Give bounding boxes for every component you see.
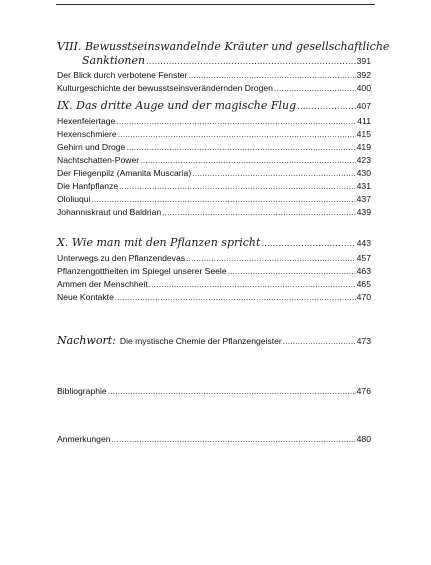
leader-dots [186, 253, 356, 265]
entry-title: Neue Kontakte [57, 292, 114, 302]
page-number: 476 [356, 386, 371, 396]
page-number: 457 [356, 253, 371, 263]
toc-entry[interactable] [57, 278, 371, 290]
entry-title: Ammen der Menschheit [57, 279, 148, 289]
leader-dots [108, 386, 356, 398]
entry-title: Bibliographie [57, 386, 107, 396]
toc-entry[interactable] [57, 206, 371, 218]
chapter-9-heading[interactable] [57, 99, 371, 114]
leader-dots [140, 155, 355, 167]
entry-title: Die mystische Chemie der Pflanzengeister [119, 336, 282, 346]
page-number: 400 [356, 83, 371, 93]
entry-title: Pflanzengottheiten im Spiegel unserer Seele [57, 266, 227, 276]
page-number: 437 [356, 194, 371, 204]
chapter-10-heading[interactable] [57, 236, 371, 251]
entry-title: Nachtschatten-Power [57, 155, 140, 165]
entry-title: Unterwegs zu den Pflanzendevas [57, 253, 186, 263]
page-number: 463 [356, 266, 371, 276]
page-number: 443 [356, 238, 371, 248]
leader-dots [115, 292, 356, 304]
leader-dots [116, 116, 356, 128]
page-number: 392 [356, 70, 371, 80]
entry-title: Johanniskraut und Baldrian [57, 207, 162, 217]
nachwort-label: Nachwort: [57, 334, 116, 347]
toc-entry[interactable] [57, 128, 371, 140]
toc-entry[interactable] [57, 193, 371, 205]
page-number: 431 [356, 181, 371, 191]
chapter-8-title-cont: Sanktionen [82, 54, 146, 67]
top-rule [56, 4, 375, 5]
leader-dots [192, 168, 355, 180]
page-number: 473 [356, 336, 371, 346]
leader-dots [297, 100, 355, 114]
entry-title: Die Hanfpflanze [57, 181, 119, 191]
leader-dots [126, 142, 355, 154]
entry-title: Gehirn und Droge [57, 142, 126, 152]
page-number: 419 [356, 142, 371, 152]
page-number: 411 [357, 116, 371, 126]
toc-entry[interactable] [57, 69, 371, 81]
toc-entry[interactable] [57, 180, 371, 192]
leader-dots [228, 266, 356, 278]
leader-dots [162, 207, 356, 219]
leader-dots [119, 181, 356, 193]
page-number: 415 [356, 129, 371, 139]
bibliographie-entry[interactable] [57, 385, 371, 397]
nachwort-entry[interactable] [57, 335, 371, 347]
toc-entry[interactable] [57, 291, 371, 303]
toc-entry[interactable] [57, 154, 371, 166]
entry-title: Hexenfeiertage [57, 116, 116, 126]
page-number: 430 [356, 168, 371, 178]
page-number: 423 [356, 155, 371, 165]
leader-dots [112, 434, 356, 446]
anmerkungen-entry[interactable] [57, 433, 371, 445]
entry-title: Der Fliegenpilz (Amanita Muscaria) [57, 168, 192, 178]
toc-entry[interactable] [57, 115, 371, 127]
page-number: 465 [356, 279, 371, 289]
entry-title: Hexenschmiere [57, 129, 117, 139]
leader-dots [188, 70, 355, 82]
entry-title: Ololiuqui [57, 194, 91, 204]
chapter-8-heading[interactable] [82, 54, 371, 69]
page-number: 439 [356, 207, 371, 217]
leader-dots [283, 336, 356, 348]
entry-title: Anmerkungen [57, 434, 111, 444]
toc-entry[interactable] [57, 141, 371, 153]
chapter-9-title: IX. Das dritte Auge und der magische Flug [57, 99, 297, 112]
leader-dots [149, 279, 356, 291]
chapter-10-title: X. Wie man mit den Pflanzen spricht [57, 236, 261, 249]
toc-entry[interactable] [57, 82, 371, 94]
toc-entry[interactable] [57, 167, 371, 179]
chapter-8-title: VIII. Bewusstseinswandelnde Kräuter und gesellschaftliche [57, 40, 390, 53]
leader-dots [146, 55, 356, 69]
page-number: 407 [356, 101, 371, 111]
leader-dots [261, 237, 355, 251]
toc-entry[interactable] [57, 252, 371, 264]
leader-dots [91, 194, 355, 206]
page-number: 391 [356, 56, 371, 66]
toc-entry[interactable] [57, 265, 371, 277]
page-number: 480 [356, 434, 371, 444]
leader-dots [274, 83, 356, 95]
entry-title: Kulturgeschichte der bewusstseinsverändernden Drogen [57, 83, 273, 93]
entry-title: Der Blick durch verbotene Fenster [57, 70, 188, 80]
page-number: 470 [356, 292, 371, 302]
leader-dots [118, 129, 356, 141]
